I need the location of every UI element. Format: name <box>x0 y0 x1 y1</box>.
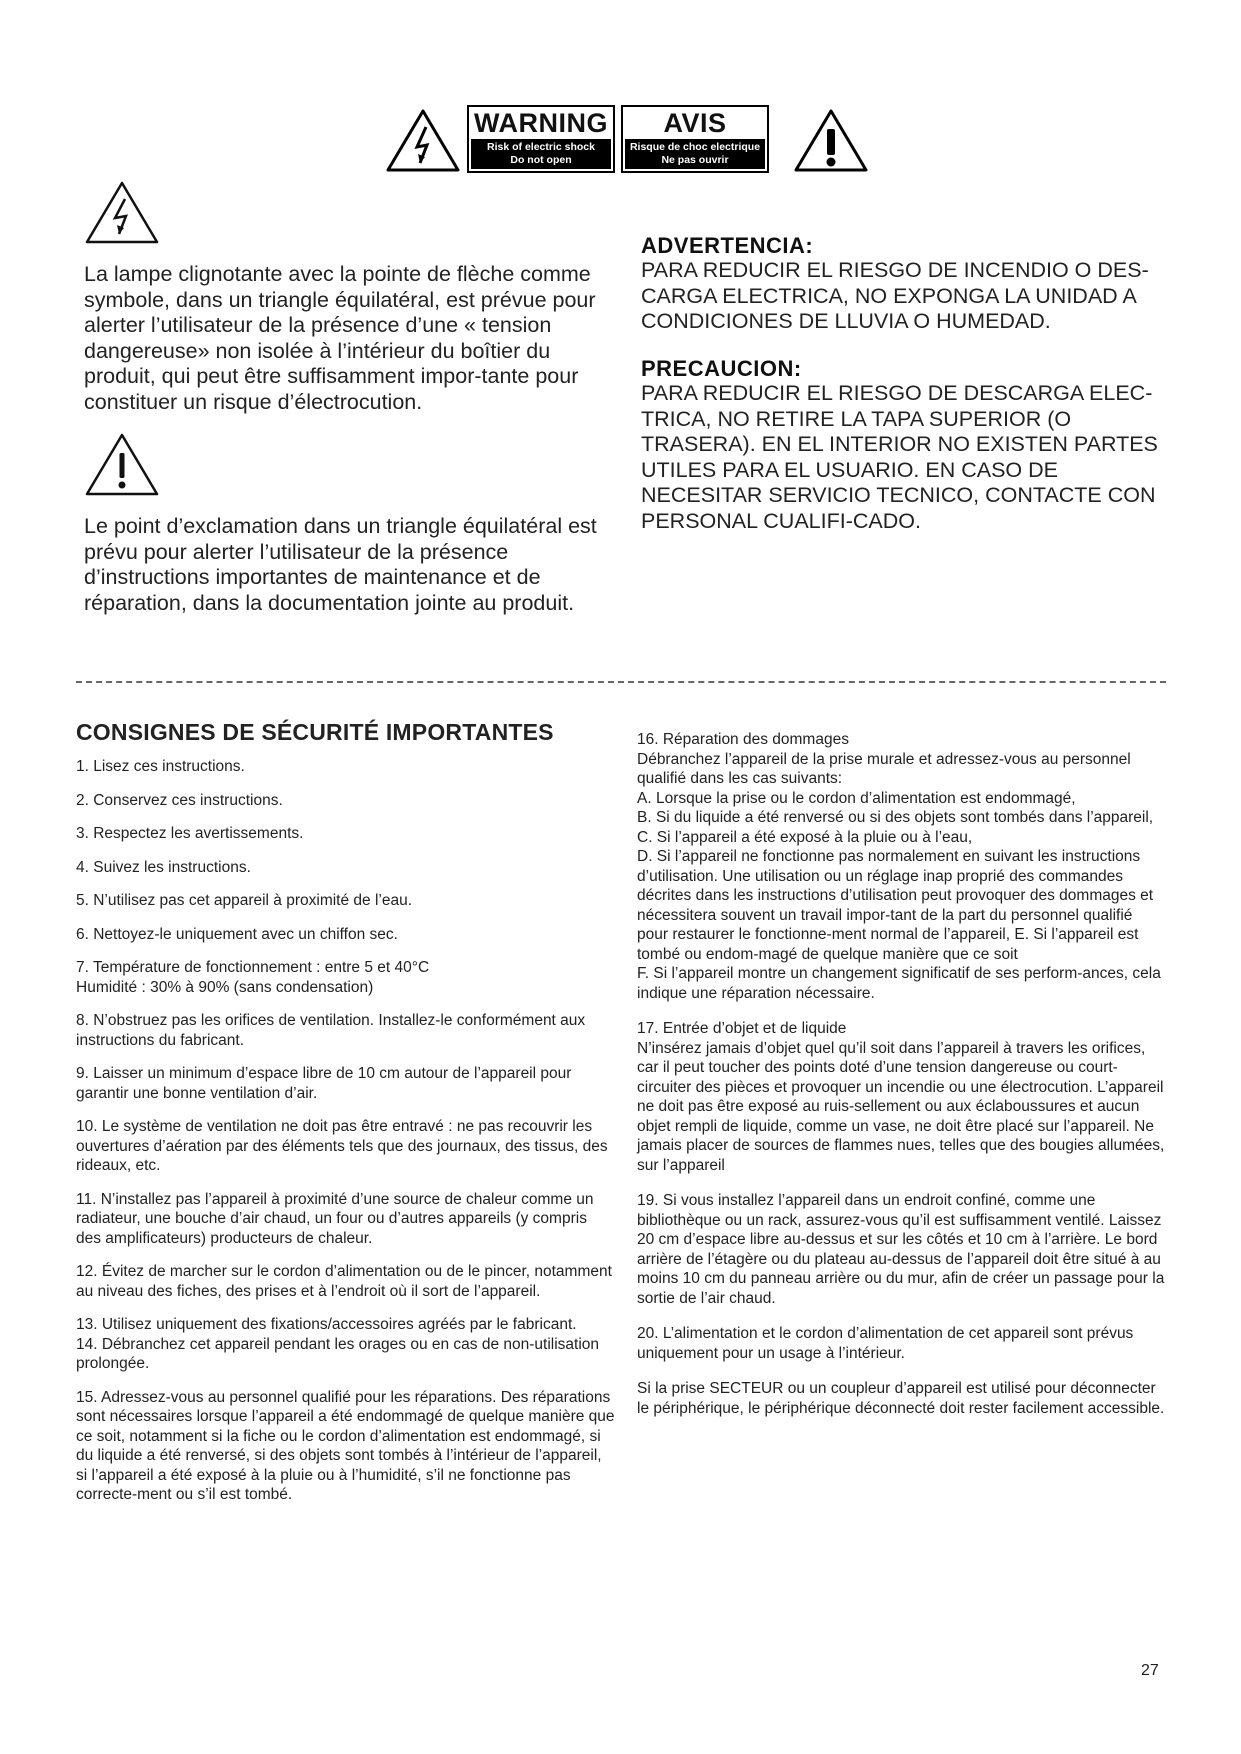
item-17-title: 17. Entrée d’objet et de liquide <box>637 1020 847 1037</box>
precaucion-text: PARA REDUCIR EL RIESGO DE DESCARGA ELEC-TRICA, NO RETIRE LA TAPA SUPERIOR (O TRASERA). EN EL INTERIOR NO EXISTEN PARTES UTILES PARA EL USUARIO. EN CASO DE NECESITAR SERVICIO TECNICO, CONTACTE CON PERSONAL CUALIFI-CADO. <box>641 381 1158 533</box>
avis-subtitle: Risque de choc electrique Ne pas ouvrir <box>625 139 765 169</box>
list-item-17 <box>637 1019 1167 1175</box>
list-item: 1. Lisez ces instructions. <box>76 758 245 775</box>
advertencia-block <box>641 234 1181 335</box>
list-item: 9. Laisser un minimum d’espace libre de 10 cm autour de l’appareil pour garantir une bonne ventilation d’air. <box>76 1065 572 1102</box>
list-item-19: 19. Si vous installez l’appareil dans un endroit confiné, comme une bibliothèque ou un rack, assurez-vous qu’il est suffisamment ventilé. Laissez 20 cm d’espace libre au-dessus et sur les côtés et 10 cm à l’arrière. Le bord arrière de l’étagère ou du plateau au-dessus de l’appareil doit être situé à au moins 10 cm du panneau arrière ou du mur, afin de créer un passage pour la sortie de l’air chaud. <box>637 1192 1165 1307</box>
list-item: 15. Adressez-vous au personnel qualifié pour les réparations. Des réparations sont nécessaires lorsque l’appareil a été endommagé de quelque manière que ce soit, notamment si la fiche ou le cordon d’alimentation est endommagé, si du liquide a été renversé, si des objets sont tombés à l’intérieur de l’appareil, si l’appareil a été exposé à la pluie ou à l’humidité, s’il ne fonctionne pas correcte-ment ou s’il est tombé. <box>76 1388 615 1503</box>
list-item: Humidité : 30% à 90% (sans condensation) <box>76 978 374 996</box>
list-item: 11. N’installez pas l’appareil à proximité d’une source de chaleur comme un radiateur, une bouche d’air chaud, un four ou d’autres appareils (y compris des amplificateurs) producteurs de chaleur. <box>76 1190 594 1247</box>
list-item-16 <box>637 730 1167 1003</box>
list-item-20: 20. L’alimentation et le cordon d’alimentation de cet appareil sont prévus uniquement pour un usage à l’intérieur. <box>637 1325 1134 1362</box>
lightning-symbol-description: La lampe clignotante avec la pointe de flèche comme symbole, dans un triangle équilatéral, est prévue pour alerter l’utilisateur de la présence d’une « tension dangereuse» non isolée à l’intérieur du boîtier du produit, qui peut être suffisamment impor-tante pour constituer un risque d’électrocution. <box>84 262 596 414</box>
warning-subtitle: Risk of electric shock Do not open <box>471 139 611 169</box>
item-16-title: 16. Réparation des dommages <box>637 731 849 748</box>
avis-label <box>621 105 769 173</box>
list-item: 4. Suivez les instructions. <box>76 858 251 876</box>
secteur-note: Si la prise SECTEUR ou un coupleur d’appareil est utilisé pour déconnecter le périphérique, le périphérique déconnecté doit rester facilement accessible. <box>637 1380 1165 1417</box>
precaucion-block <box>641 357 1181 534</box>
precaucion-heading: PRECAUCION: <box>641 356 802 381</box>
lightning-triangle-icon <box>84 179 160 245</box>
item-16-a: A. Lorsque la prise ou le cordon d’alimentation est endommagé, <box>637 789 1076 807</box>
list-item: 7. Température de fonctionnement : entre 5 et 40°C <box>76 959 430 976</box>
list-item: 6. Nettoyez-le uniquement avec un chiffon sec. <box>76 925 398 943</box>
warning-title: WARNING <box>474 108 608 138</box>
list-item: 8. N’obstruez pas les orifices de ventilation. Installez-le conformément aux instructions du fabricant. <box>76 1012 586 1049</box>
safety-list-left <box>76 757 616 1519</box>
item-16-intro: Débranchez l’appareil de la prise murale et adressez-vous au personnel qualifié dans les cas suivants: <box>637 750 1131 787</box>
warning-banner <box>385 103 869 175</box>
safety-list-right <box>637 730 1167 1434</box>
list-item: 2. Conservez ces instructions. <box>76 791 283 809</box>
list-item: 14. Débranchez cet appareil pendant les orages ou en cas de non-utilisation prolongée. <box>76 1335 600 1372</box>
list-item: 10. Le système de ventilation ne doit pas être entravé : ne pas recouvrir les ouvertures d’aération par des éléments tels que des journaux, des tissus, des rideaux, etc. <box>76 1118 608 1174</box>
list-item: 3. Respectez les avertissements. <box>76 825 304 842</box>
item-17-text: N’insérez jamais d’objet quel qu’il soit dans l’appareil à travers les orifices, car il peut toucher des points doté d’une tension dangereuse ou court-circuiter des pièces et provoquer un incendie ou une électrocution. L’appareil ne doit pas être exposé au ruis-sellement ou aux éclaboussures et aucun objet rempli de liquide, comme un vase, ne doit être placé sur l’appareil. Ne jamais placer de sources de flammes nues, telles que des bougies allumées, sur l’appareil <box>637 1039 1165 1174</box>
list-item: 5. N’utilisez pas cet appareil à proximité de l’eau. <box>76 892 413 909</box>
exclamation-symbol-description: Le point d’exclamation dans un triangle équilatéral est prévu pour alerter l’utilisateur de la présence d’instructions importantes de maintenance et de réparation, dans la documentation jointe au produit. <box>84 514 597 615</box>
item-16-b: B. Si du liquide a été renversé ou si des objets sont tombés dans l’appareil, <box>637 809 1154 826</box>
item-16-c: C. Si l’appareil a été exposé à la pluie ou à l’eau, <box>637 828 973 846</box>
warning-label <box>467 105 615 173</box>
advertencia-heading: ADVERTENCIA: <box>641 233 814 258</box>
item-16-f: F. Si l’appareil montre un changement significatif de ses perform-ances, cela indique une réparation nécessaire. <box>637 965 1161 1002</box>
dashed-divider <box>76 681 1166 683</box>
list-item: 13. Utilisez uniquement des fixations/accessoires agréés par le fabricant. <box>76 1316 577 1333</box>
avis-title: AVIS <box>663 108 727 138</box>
electric-shock-warning-icon <box>385 107 461 173</box>
item-16-d: D. Si l’appareil ne fonctionne pas normalement en suivant les instructions d’utilisation. Une utilisation ou un réglage inap proprié des commandes décrites dans les instructions d’utilisation peut provoquer des dommages et nécessitera souvent un travail impor-tant de la part du personnel qualifié pour restaurer le fonctionne-ment normal de l’appareil, E. Si l’appareil est tombé ou endom-magé de quelque manière que ce soit <box>637 848 1154 963</box>
safety-section-title: CONSIGNES DE SÉCURITÉ IMPORTANTES <box>76 719 554 745</box>
page-number: 27 <box>1141 1662 1159 1679</box>
exclamation-triangle-icon <box>84 431 160 497</box>
exclamation-warning-icon <box>793 107 869 173</box>
list-item: 12. Évitez de marcher sur le cordon d’alimentation ou de le pincer, notamment au niveau des fiches, des prises et à l’endroit où il sort de l’appareil. <box>76 1263 612 1300</box>
advertencia-text: PARA REDUCIR EL RIESGO DE INCENDIO O DES-CARGA ELECTRICA, NO EXPONGA LA UNIDAD A CONDICIONES DE LLUVIA O HUMEDAD. <box>641 258 1149 333</box>
